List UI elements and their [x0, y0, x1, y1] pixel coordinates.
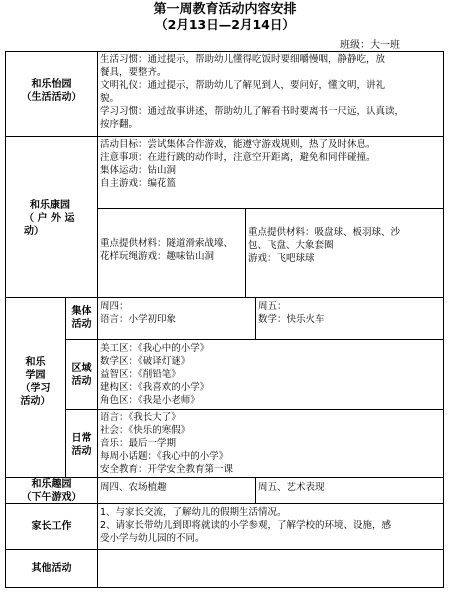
study-header-line: 活动）	[20, 396, 51, 407]
study-header-line: 学园	[25, 370, 46, 381]
play-header-line: （下午游戏）	[21, 492, 82, 503]
other-section-header	[6, 562, 97, 575]
outdoor-left-content	[100, 237, 244, 263]
play-header-line: 和乐趣园	[31, 479, 72, 490]
area-line: 角色区：《我是小老师》	[100, 395, 200, 406]
play-left-text: 周四、农场植趣	[100, 482, 167, 493]
play-friday	[258, 481, 442, 494]
group-thursday-content	[100, 300, 254, 326]
area-activity-content	[100, 342, 442, 407]
group-left-line: 语言：小学初印象	[100, 314, 177, 325]
area-line: 益智区：《削铅笔》	[100, 369, 181, 380]
daily-line: 安全教育：开学安全教育第一课	[100, 464, 234, 475]
group-right-line: 数学：快乐火车	[258, 314, 325, 325]
group-left-line: 周四：	[100, 301, 129, 312]
study-header-line: 和乐	[25, 357, 46, 368]
outdoor-top-line: 自主游戏：编花篮	[100, 178, 177, 189]
outdoor-header-line: （ 户 外 运	[24, 213, 75, 224]
daily-line: 社会：《快乐的寒假》	[100, 425, 191, 436]
study-header-line: （学习	[20, 383, 51, 394]
life-section-header	[6, 78, 97, 104]
area-activity-label	[66, 362, 97, 388]
life-line: 餐具，要整齐。	[100, 67, 167, 78]
other-header-text: 其他活动	[31, 563, 72, 574]
life-line: 生活习惯：通过提示，帮助幼儿懂得吃饭时要细嚼慢咽，静静吃，放	[100, 54, 386, 65]
daily-activity-label	[66, 432, 97, 458]
outdoor-top-line: 集体运动：钻山洞	[100, 165, 177, 176]
life-line: 文明礼仪：通过提示，帮助幼儿了解见到人，要问好，懂文明，讲礼	[100, 80, 386, 91]
outdoor-left-line: 重点提供材料：隧道滑索战壕、	[100, 238, 234, 249]
parents-line: 受小学与幼儿园的不同。	[100, 533, 205, 544]
outdoor-right-line: 游戏：飞吧球球	[248, 253, 315, 264]
group-label-line: 集体	[71, 306, 92, 317]
area-line: 美工区：《我心中的小学》	[100, 343, 210, 354]
outdoor-header-line: 和乐康园	[30, 200, 70, 211]
group-label-line: 活动	[71, 319, 92, 330]
area-line: 建构区：《我喜欢的小学》	[100, 382, 210, 393]
area-label-line: 区域	[71, 363, 92, 374]
daily-label-line: 日常	[71, 433, 92, 444]
life-line: 按序翻。	[100, 119, 139, 130]
outdoor-right-line: 包、飞盘、大象套圈	[248, 240, 334, 251]
daily-line: 语言：《我长大了》	[100, 412, 181, 423]
play-right-text: 周五、艺术表现	[258, 482, 325, 493]
outdoor-top-content	[100, 138, 442, 190]
parents-line: 1、与家长交流，了解幼儿的假期生活情况。	[100, 507, 287, 518]
parents-content	[100, 506, 442, 545]
daily-line: 每周小话题：《我心中的小学》	[100, 451, 229, 462]
life-line: 学习习惯：通过故事讲述，帮助幼儿了解看书时要离书一尺远，认真读，	[100, 106, 405, 117]
class-label: 班级：大一班	[340, 40, 400, 51]
area-line: 数学区：《破译灯谜》	[100, 356, 191, 367]
outdoor-top-line: 活动目标：尝试集体合作游戏，能遵守游戏规则，热了及时休息。	[100, 139, 376, 150]
life-content	[100, 53, 442, 131]
play-section-header	[6, 478, 97, 504]
life-line: 貌。	[100, 93, 120, 104]
daily-label-line: 活动	[71, 446, 92, 457]
outdoor-section-header	[24, 199, 96, 238]
outdoor-left-line: 花样玩绳游戏：趣味钻山洞	[100, 251, 215, 262]
parents-section-header	[6, 520, 97, 533]
group-right-line: 周五：	[258, 301, 287, 312]
daily-line: 音乐：最后一学期	[100, 438, 177, 449]
date-range: （2月13日—2月14日）	[155, 17, 295, 32]
outdoor-header-line: 动）	[24, 226, 44, 237]
parents-header-text: 家长工作	[31, 521, 72, 532]
play-thursday	[100, 481, 254, 494]
page-title: 第一周教育活动内容安排	[153, 2, 297, 17]
group-friday-content	[258, 300, 442, 326]
outdoor-right-content	[248, 226, 443, 265]
parents-line: 2、请家长带幼儿到即将就读的小学参观，了解学校的环境、设施，感	[100, 520, 392, 531]
study-section-header	[6, 356, 65, 408]
area-label-line: 活动	[71, 376, 92, 387]
life-header-line: （生活活动）	[21, 92, 82, 103]
daily-activity-content	[100, 411, 442, 476]
life-header-line: 和乐怡园	[31, 79, 72, 90]
outdoor-right-line: 重点提供材料：吸盘球、板羽球、沙	[248, 227, 401, 238]
group-activity-label	[66, 305, 97, 331]
outdoor-top-line: 注意事项：在进行跳的动作时，注意空开距离，避免和同伴碰撞。	[100, 152, 376, 163]
